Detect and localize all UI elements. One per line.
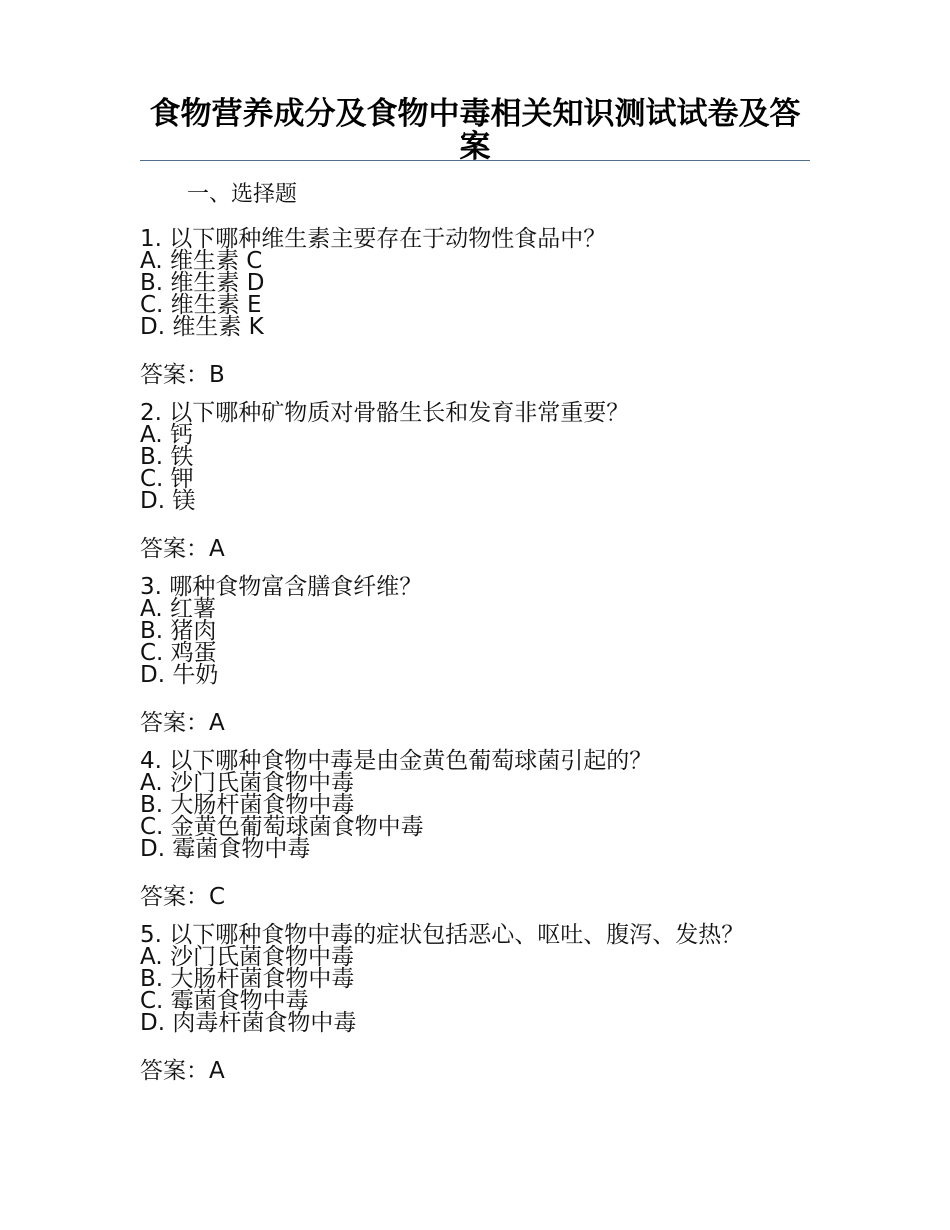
document-title: 食物营养成分及食物中毒相关知识测试试卷及答案 xyxy=(149,96,801,165)
question-3 xyxy=(140,576,840,738)
option-b: B. 大肠杆菌食物中毒 xyxy=(140,792,355,818)
option-c: C. 钾 xyxy=(140,466,194,492)
option-b: B. 猪肉 xyxy=(140,618,217,644)
option-a: A. 沙门氏菌食物中毒 xyxy=(140,944,354,970)
question-4 xyxy=(140,750,840,912)
option-d: D. 维生素 K xyxy=(140,314,264,340)
option-d: D. 霉菌食物中毒 xyxy=(140,836,311,862)
answer: 答案：A xyxy=(140,710,225,736)
option-a: A. 沙门氏菌食物中毒 xyxy=(140,770,354,796)
title-divider xyxy=(140,160,810,161)
question-text: 4. 以下哪种食物中毒是由金黄色葡萄球菌引起的？ xyxy=(140,748,653,774)
option-d: D. 肉毒杆菌食物中毒 xyxy=(140,1010,357,1036)
option-b: B. 大肠杆菌食物中毒 xyxy=(140,966,355,992)
answer: 答案：C xyxy=(140,884,226,910)
question-text: 5. 以下哪种食物中毒的症状包括恶心、呕吐、腹泻、发热？ xyxy=(140,922,745,948)
answer: 答案：A xyxy=(140,536,225,562)
option-c: C. 霉菌食物中毒 xyxy=(140,988,309,1014)
question-text: 1. 以下哪种维生素主要存在于动物性食品中？ xyxy=(140,226,607,252)
option-c: C. 维生素 E xyxy=(140,292,262,318)
question-2 xyxy=(140,402,840,564)
question-5 xyxy=(140,924,840,1086)
question-text: 3. 哪种食物富含膳食纤维？ xyxy=(140,574,423,600)
option-b: B. 维生素 D xyxy=(140,270,265,296)
question-1 xyxy=(140,228,840,390)
option-b: B. 铁 xyxy=(140,444,194,470)
option-a: A. 钙 xyxy=(140,422,193,448)
option-d: D. 牛奶 xyxy=(140,662,219,688)
answer: 答案：B xyxy=(140,362,225,388)
option-a: A. 维生素 C xyxy=(140,248,263,274)
answer: 答案：A xyxy=(140,1058,225,1084)
question-text: 2. 以下哪种矿物质对骨骼生长和发育非常重要？ xyxy=(140,400,630,426)
option-c: C. 金黄色葡萄球菌食物中毒 xyxy=(140,814,424,840)
option-a: A. 红薯 xyxy=(140,596,216,622)
option-d: D. 镁 xyxy=(140,488,196,514)
section-heading: 一、选择题 xyxy=(187,182,298,207)
option-c: C. 鸡蛋 xyxy=(140,640,217,666)
